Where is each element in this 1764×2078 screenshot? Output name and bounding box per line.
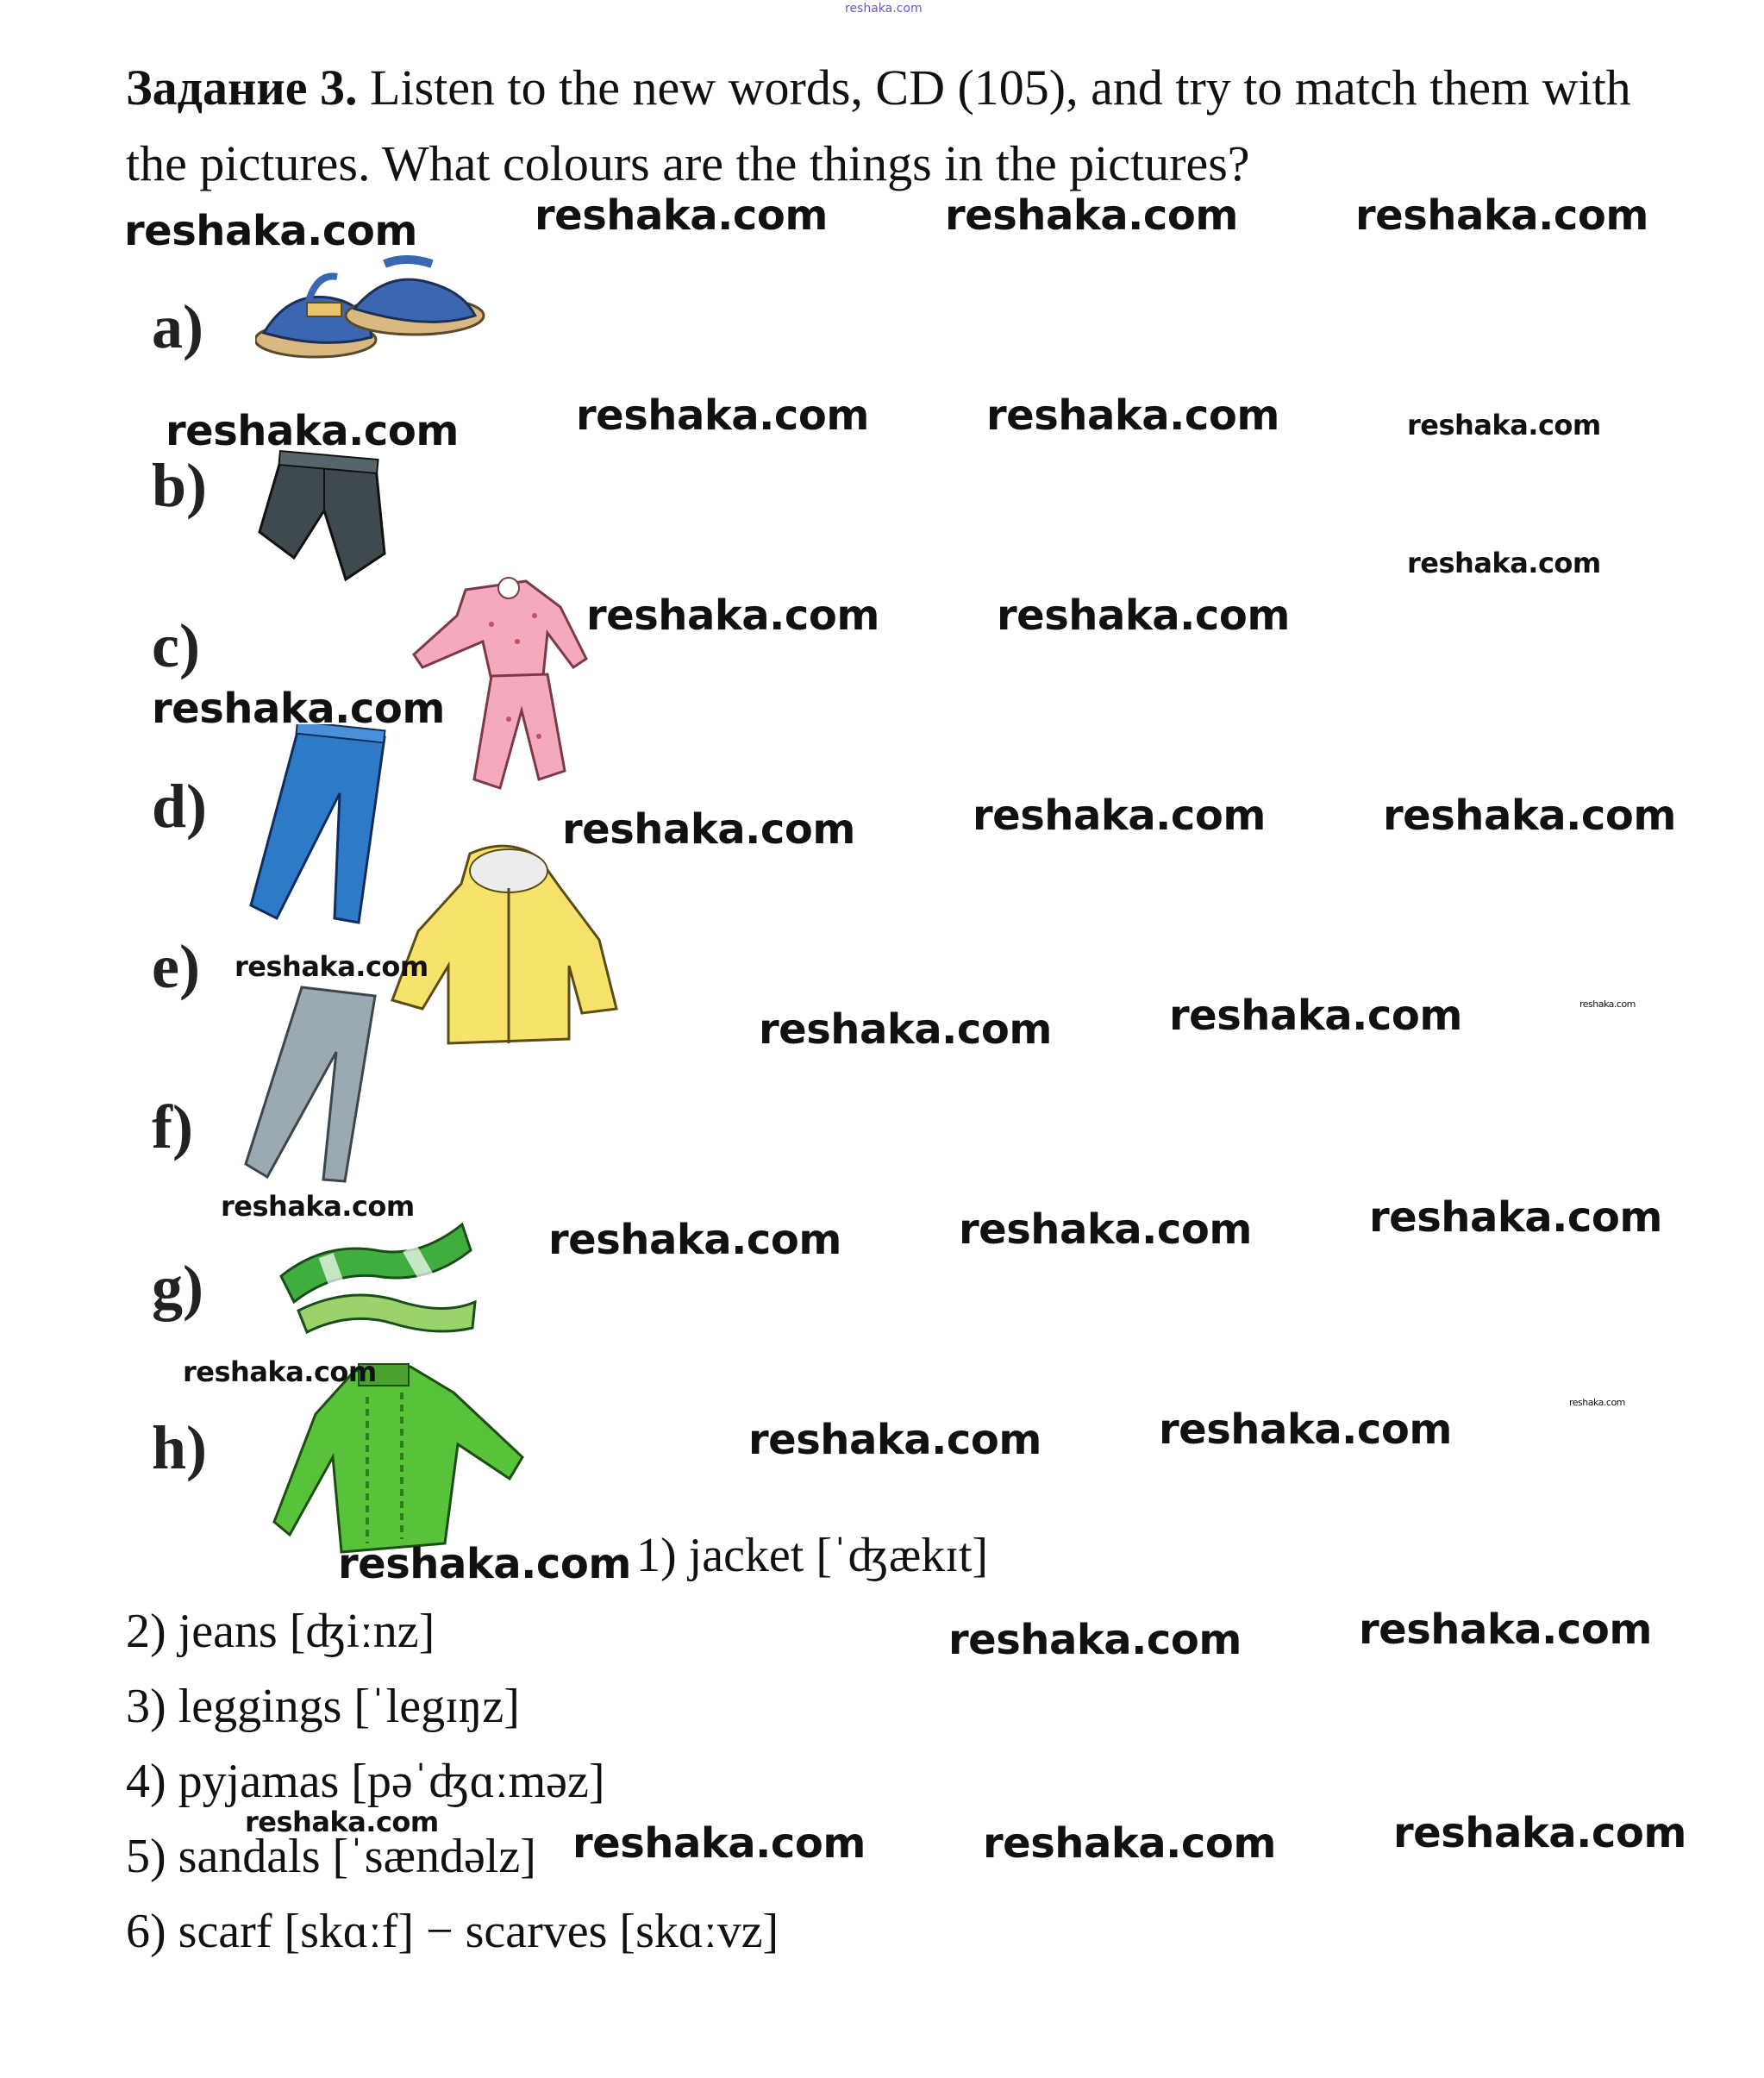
watermark-text: reshaka.com — [759, 1005, 1052, 1054]
watermark-text: reshaka.com — [245, 1806, 439, 1838]
item-letter-d: d) — [152, 772, 208, 841]
task-heading — [126, 50, 1678, 202]
watermark-text: reshaka.com — [1169, 992, 1462, 1040]
watermark-text: reshaka.com — [959, 1205, 1252, 1254]
watermark-text: reshaka.com — [235, 950, 428, 983]
word-item-scarf: 6) scarf [skɑːf] − scarves [skɑːvz] — [126, 1905, 779, 1958]
watermark-text: reshaka.com — [983, 1819, 1276, 1868]
watermark-text: reshaka.com — [1407, 409, 1601, 441]
watermark-text: reshaka.com — [572, 1819, 866, 1868]
watermark-text: reshaka.com — [945, 191, 1238, 240]
item-letter-h: h) — [152, 1413, 208, 1482]
word-item-jacket: 1) jacket [ˈʤækɪt] — [636, 1529, 989, 1582]
watermark-text: reshaka.com — [338, 1540, 631, 1588]
item-letter-c: c) — [152, 611, 200, 680]
scarf-icon — [272, 1207, 479, 1345]
watermark-text: reshaka.com — [183, 1355, 377, 1388]
watermark-text: reshaka.com — [586, 591, 879, 640]
watermark-text: reshaka.com — [973, 792, 1266, 840]
watermark-text: reshaka.com — [166, 407, 459, 455]
jeans-icon — [238, 724, 393, 931]
shorts-icon — [255, 450, 393, 597]
watermark-text: reshaka.com — [562, 805, 855, 854]
watermark-text: reshaka.com — [535, 191, 828, 240]
word-item-pyjamas: 4) pyjamas [pəˈʤɑːməz] — [126, 1755, 605, 1808]
watermark-text: reshaka.com — [1579, 998, 1636, 1010]
watermark-text: reshaka.com — [997, 591, 1290, 640]
watermark-text: reshaka.com — [1383, 792, 1676, 840]
word-item-leggings: 3) leggings [ˈlegɪŋz] — [126, 1680, 520, 1733]
task-text: Listen to the new words, CD (105), and try to match them with the pictures. What colours are the things in the pictures? — [126, 59, 1631, 191]
item-letter-f: f) — [152, 1092, 193, 1161]
watermark-text: reshaka.com — [1359, 1605, 1652, 1654]
watermark-text: reshaka.com — [576, 391, 869, 440]
item-letter-e: e) — [152, 932, 200, 1001]
word-item-sandals: 5) sandals [ˈsændəlz] — [126, 1830, 536, 1883]
watermark-text: reshaka.com — [1569, 1397, 1625, 1408]
leggings-icon — [233, 983, 388, 1190]
sandals-icon — [255, 255, 488, 367]
task-label: Задание 3. — [126, 59, 358, 116]
watermark-text: reshaka.com — [1355, 191, 1648, 240]
watermark-text: reshaka.com — [948, 1616, 1242, 1664]
jacket-icon — [388, 836, 621, 1061]
item-letter-a: a) — [152, 292, 203, 361]
word-item-jeans: 2) jeans [ʤiːnz] — [126, 1605, 435, 1658]
watermark-text: reshaka.com — [1369, 1193, 1662, 1242]
watermark-text: reshaka.com — [986, 391, 1279, 440]
watermark-text: reshaka.com — [748, 1416, 1042, 1464]
site-link[interactable]: reshaka.com — [845, 2, 923, 16]
item-letter-b: b) — [152, 451, 208, 520]
item-letter-g: g) — [152, 1253, 203, 1322]
watermark-text: reshaka.com — [1159, 1405, 1452, 1454]
watermark-text: reshaka.com — [1407, 547, 1601, 579]
watermark-text: reshaka.com — [548, 1216, 841, 1264]
sweater-icon — [272, 1362, 531, 1561]
watermark-text: reshaka.com — [124, 207, 417, 255]
watermark-text: reshaka.com — [152, 685, 445, 733]
watermark-text: reshaka.com — [221, 1190, 415, 1223]
watermark-text: reshaka.com — [1393, 1809, 1686, 1857]
